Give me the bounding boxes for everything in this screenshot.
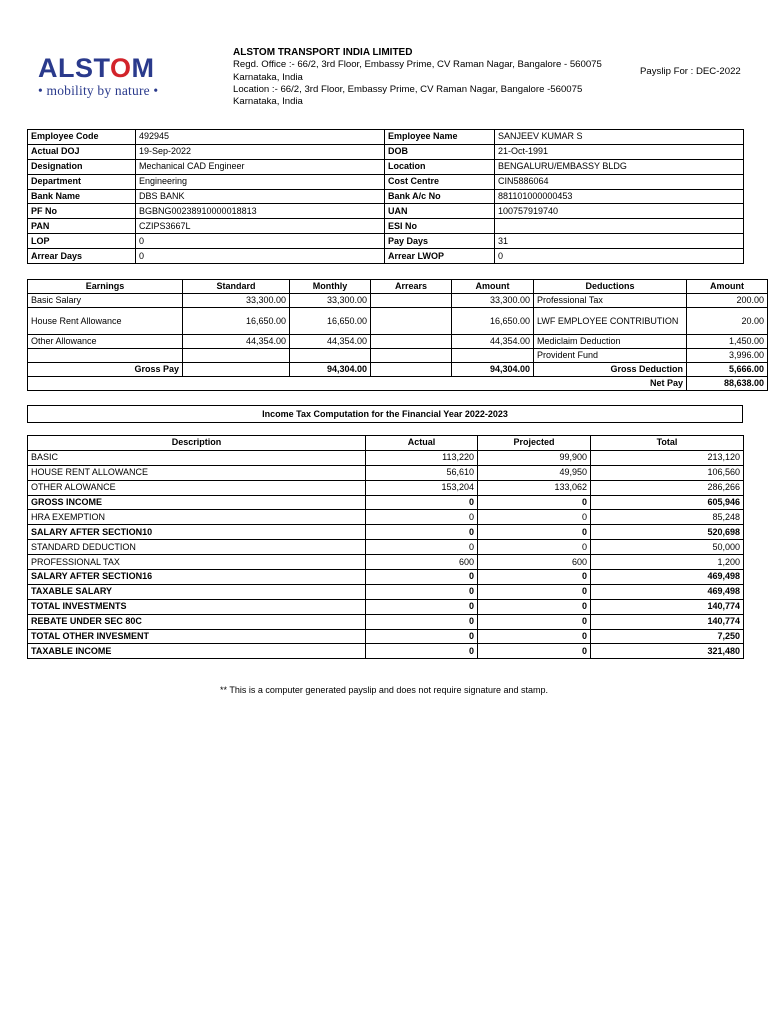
- logo-wordmark: ALSTOM: [38, 53, 155, 83]
- earnings-cell: LWF EMPLOYEE CONTRIBUTION: [534, 308, 687, 335]
- earnings-cell: 16,650.00: [452, 308, 534, 335]
- employee-row: [28, 219, 744, 234]
- column-header: Amount: [687, 280, 768, 294]
- earnings-cell: [371, 335, 452, 349]
- tax-description: GROSS INCOME: [28, 495, 366, 510]
- earnings-cell: Basic Salary: [28, 294, 183, 308]
- earnings-cell: 16,650.00: [290, 308, 371, 335]
- gross-amount: 94,304.00: [452, 363, 534, 377]
- tax-actual: 113,220: [366, 450, 478, 465]
- field-value: 31: [495, 234, 744, 249]
- tax-projected: 0: [478, 599, 591, 614]
- tax-actual: 0: [366, 510, 478, 525]
- tax-actual: 0: [366, 570, 478, 585]
- column-header: Standard: [183, 280, 290, 294]
- tax-projected: 133,062: [478, 480, 591, 495]
- tax-total: 605,946: [591, 495, 744, 510]
- company-address-block: [233, 47, 613, 108]
- tax-actual: 600: [366, 555, 478, 570]
- field-value: Mechanical CAD Engineer: [136, 159, 385, 174]
- tax-row: [28, 450, 744, 465]
- tax-actual: 0: [366, 584, 478, 599]
- tax-row: [28, 525, 744, 540]
- field-label: Arrear Days: [28, 249, 136, 264]
- tax-row: [28, 540, 744, 555]
- column-header: Deductions: [534, 280, 687, 294]
- payslip-period: Payslip For : DEC-2022: [640, 66, 741, 77]
- tax-description: HRA EXEMPTION: [28, 510, 366, 525]
- earnings-cell: [183, 349, 290, 363]
- tax-computation-table: [27, 435, 744, 659]
- tax-projected: 99,900: [478, 450, 591, 465]
- tax-row: [28, 495, 744, 510]
- employee-row: [28, 204, 744, 219]
- earnings-row: [28, 294, 768, 308]
- earnings-cell: 33,300.00: [183, 294, 290, 308]
- tax-total: 321,480: [591, 644, 744, 659]
- tax-total: 7,250: [591, 629, 744, 644]
- field-value: 0: [136, 234, 385, 249]
- tax-actual: 0: [366, 525, 478, 540]
- tax-projected: 0: [478, 629, 591, 644]
- employee-row: [28, 144, 744, 159]
- tax-projected: 0: [478, 570, 591, 585]
- tax-computation-title: Income Tax Computation for the Financial Year 2022-2023: [27, 405, 743, 423]
- field-value: 0: [495, 249, 744, 264]
- logo-tagline: • mobility by nature •: [38, 83, 159, 98]
- tax-actual: 0: [366, 540, 478, 555]
- earnings-row: [28, 308, 768, 335]
- tax-description: REBATE UNDER SEC 80C: [28, 614, 366, 629]
- tax-projected: 0: [478, 614, 591, 629]
- earnings-cell: 20.00: [687, 308, 768, 335]
- tax-description: TOTAL OTHER INVESMENT: [28, 629, 366, 644]
- tax-total: 520,698: [591, 525, 744, 540]
- employee-row: [28, 159, 744, 174]
- tax-row: [28, 555, 744, 570]
- field-value: 19-Sep-2022: [136, 144, 385, 159]
- company-logo: [38, 52, 178, 102]
- employee-details-table: [27, 129, 744, 264]
- tax-description: TAXABLE INCOME: [28, 644, 366, 659]
- field-value: [495, 219, 744, 234]
- earnings-cell: 44,354.00: [452, 335, 534, 349]
- tax-row: [28, 599, 744, 614]
- tax-row: [28, 614, 744, 629]
- field-label: Location: [385, 159, 495, 174]
- tax-description: TAXABLE SALARY: [28, 584, 366, 599]
- earnings-row: [28, 335, 768, 349]
- employee-row: [28, 189, 744, 204]
- field-value: 100757919740: [495, 204, 744, 219]
- earnings-cell: 44,354.00: [290, 335, 371, 349]
- earnings-cell: 44,354.00: [183, 335, 290, 349]
- column-header: Amount: [452, 280, 534, 294]
- tax-row: [28, 584, 744, 599]
- field-value: CIN5886064: [495, 174, 744, 189]
- tax-row: [28, 510, 744, 525]
- field-value: BGBNG00238910000018813: [136, 204, 385, 219]
- tax-description: PROFESSIONAL TAX: [28, 555, 366, 570]
- field-label: UAN: [385, 204, 495, 219]
- tax-description: SALARY AFTER SECTION10: [28, 525, 366, 540]
- tax-projected: 0: [478, 584, 591, 599]
- location-address: Location :- 66/2, 3rd Floor, Embassy Prime, CV Raman Nagar, Bangalore -560075 Karnataka, India: [233, 83, 583, 108]
- tax-projected: 0: [478, 510, 591, 525]
- tax-description: STANDARD DEDUCTION: [28, 540, 366, 555]
- tax-actual: 56,610: [366, 465, 478, 480]
- company-name: ALSTOM TRANSPORT INDIA LIMITED: [233, 47, 413, 58]
- field-label: Pay Days: [385, 234, 495, 249]
- field-label: Bank Name: [28, 189, 136, 204]
- field-value: BENGALURU/EMBASSY BLDG: [495, 159, 744, 174]
- field-label: Bank A/c No: [385, 189, 495, 204]
- field-label: Employee Code: [28, 130, 136, 145]
- field-value: SANJEEV KUMAR S: [495, 130, 744, 145]
- field-value: CZIPS3667L: [136, 219, 385, 234]
- earnings-cell: 33,300.00: [452, 294, 534, 308]
- field-label: PAN: [28, 219, 136, 234]
- tax-actual: 0: [366, 599, 478, 614]
- earnings-cell: Mediclaim Deduction: [534, 335, 687, 349]
- column-header: Actual: [366, 436, 478, 451]
- earnings-cell: [452, 349, 534, 363]
- tax-actual: 0: [366, 644, 478, 659]
- tax-actual: 0: [366, 629, 478, 644]
- tax-description: OTHER ALOWANCE: [28, 480, 366, 495]
- field-label: LOP: [28, 234, 136, 249]
- tax-projected: 0: [478, 525, 591, 540]
- tax-row: [28, 570, 744, 585]
- earnings-cell: [371, 308, 452, 335]
- field-label: Designation: [28, 159, 136, 174]
- footer-note: ** This is a computer generated payslip and does not require signature and stamp.: [219, 685, 549, 695]
- tax-projected: 0: [478, 540, 591, 555]
- gross-standard-cell: [183, 363, 290, 377]
- field-label: Arrear LWOP: [385, 249, 495, 264]
- tax-projected: 0: [478, 495, 591, 510]
- earnings-cell: [290, 349, 371, 363]
- tax-row: [28, 629, 744, 644]
- net-pay-row: [28, 377, 768, 391]
- tax-projected: 600: [478, 555, 591, 570]
- tax-projected: 0: [478, 644, 591, 659]
- earnings-deductions-table: [27, 279, 768, 391]
- registered-office: Regd. Office :- 66/2, 3rd Floor, Embassy Prime, CV Raman Nagar, Bangalore - 560075 Karnataka, India: [233, 59, 602, 83]
- tax-actual: 0: [366, 614, 478, 629]
- tax-total: 85,248: [591, 510, 744, 525]
- tax-projected: 49,950: [478, 465, 591, 480]
- tax-row: [28, 644, 744, 659]
- column-header: Monthly: [290, 280, 371, 294]
- employee-row: [28, 130, 744, 145]
- earnings-cell: 1,450.00: [687, 335, 768, 349]
- tax-total: 469,498: [591, 584, 744, 599]
- field-value: 0: [136, 249, 385, 264]
- field-label: DOB: [385, 144, 495, 159]
- employee-row: [28, 249, 744, 264]
- tax-total: 50,000: [591, 540, 744, 555]
- earnings-cell: 3,996.00: [687, 349, 768, 363]
- tax-row: [28, 480, 744, 495]
- earnings-cell: 33,300.00: [290, 294, 371, 308]
- tax-description: HOUSE RENT ALLOWANCE: [28, 465, 366, 480]
- field-label: Actual DOJ: [28, 144, 136, 159]
- earnings-cell: [28, 349, 183, 363]
- tax-row: [28, 465, 744, 480]
- gross-monthly: 94,304.00: [290, 363, 371, 377]
- tax-total: 106,560: [591, 465, 744, 480]
- column-header: Earnings: [28, 280, 183, 294]
- tax-actual: 153,204: [366, 480, 478, 495]
- column-header: Projected: [478, 436, 591, 451]
- field-value: 881101000000453: [495, 189, 744, 204]
- net-pay: 88,638.00: [687, 377, 768, 391]
- gross-row: [28, 363, 768, 377]
- employee-row: [28, 234, 744, 249]
- earnings-cell: Other Allowance: [28, 335, 183, 349]
- earnings-cell: 200.00: [687, 294, 768, 308]
- earnings-cell: 16,650.00: [183, 308, 290, 335]
- column-header: Arrears: [371, 280, 452, 294]
- tax-total: 140,774: [591, 614, 744, 629]
- tax-total: 469,498: [591, 570, 744, 585]
- employee-row: [28, 174, 744, 189]
- field-value: Engineering: [136, 174, 385, 189]
- field-label: PF No: [28, 204, 136, 219]
- gross-deduction: 5,666.00: [687, 363, 768, 377]
- gross-deduction-label: Gross Deduction: [534, 363, 687, 377]
- earnings-cell: [371, 294, 452, 308]
- gross-pay-label: Gross Pay: [28, 363, 183, 377]
- earnings-cell: Professional Tax: [534, 294, 687, 308]
- gross-arrears-cell: [371, 363, 452, 377]
- tax-total: 140,774: [591, 599, 744, 614]
- tax-total: 213,120: [591, 450, 744, 465]
- field-label: ESI No: [385, 219, 495, 234]
- earnings-cell: Provident Fund: [534, 349, 687, 363]
- column-header: Total: [591, 436, 744, 451]
- field-value: DBS BANK: [136, 189, 385, 204]
- earnings-row: [28, 349, 768, 363]
- field-label: Employee Name: [385, 130, 495, 145]
- tax-actual: 0: [366, 495, 478, 510]
- field-label: Department: [28, 174, 136, 189]
- tax-total: 1,200: [591, 555, 744, 570]
- earnings-cell: House Rent Allowance: [28, 308, 183, 335]
- field-label: Cost Centre: [385, 174, 495, 189]
- tax-description: SALARY AFTER SECTION16: [28, 570, 366, 585]
- tax-description: BASIC: [28, 450, 366, 465]
- field-value: 21-Oct-1991: [495, 144, 744, 159]
- tax-total: 286,266: [591, 480, 744, 495]
- field-value: 492945: [136, 130, 385, 145]
- column-header: Description: [28, 436, 366, 451]
- tax-description: TOTAL INVESTMENTS: [28, 599, 366, 614]
- net-pay-label: Net Pay: [28, 377, 687, 391]
- earnings-cell: [371, 349, 452, 363]
